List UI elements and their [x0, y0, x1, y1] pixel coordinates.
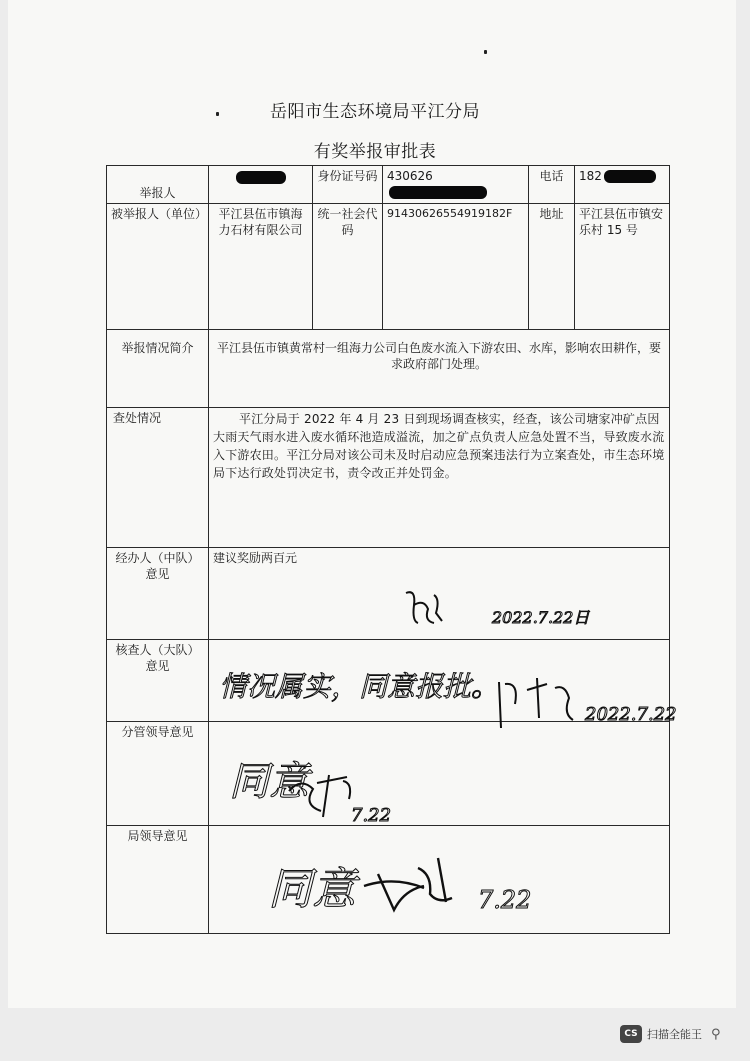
- reporter-row: [107, 166, 670, 204]
- phone-label: 电话: [529, 166, 575, 204]
- credit-code-value: 91430626554919182F: [383, 204, 529, 330]
- id-label: 身份证号码: [313, 166, 383, 204]
- org-title: 岳阳市生态环境局平江分局: [270, 102, 480, 122]
- id-value: 430626: [383, 166, 529, 204]
- accused-row: [107, 204, 670, 330]
- investigation-label: 查处情况: [107, 408, 209, 548]
- investigation-value: 平江分局于 2022 年 4 月 23 日到现场调查核实，经查，该公司塘家冲矿点因大雨天气雨水进入废水循环池造成溢流，加之矿点负责人应急处置不当，导致废水流入下游农田。平江分局对该公司未及时启动应急预案违法行为立案查处，市生态环境局下达行政处罚决定书，责令改正并处罚金。: [209, 408, 670, 548]
- camscanner-logo-icon: CS: [620, 1025, 642, 1043]
- svg-text:2022.7.22: 2022.7.22: [585, 704, 677, 725]
- phone-value: 182: [575, 166, 670, 204]
- summary-label: 举报情况简介: [107, 330, 209, 408]
- summary-row: [107, 330, 670, 408]
- svg-text:同意: 同意: [229, 759, 309, 805]
- scanner-app-name: 扫描全能王: [647, 1028, 702, 1041]
- handler-opinion: 建议奖励两百元: [209, 548, 670, 640]
- investigation-row: [107, 408, 670, 548]
- svg-text:2022.7.22日: 2022.7.22日: [492, 608, 590, 627]
- accused-value: 平江县伍市镇海力石材有限公司: [209, 204, 313, 330]
- handler-label: 经办人（中队）意见: [107, 548, 209, 640]
- scanner-watermark: [620, 1021, 738, 1047]
- search-icon[interactable]: ⚲: [711, 1026, 721, 1042]
- director-label: 局领导意见: [107, 826, 209, 934]
- handler-signature: [400, 585, 610, 635]
- credit-code-label: 统一社会代码: [313, 204, 383, 330]
- accused-label: 被举报人（单位）: [107, 204, 209, 330]
- svg-text:7.22: 7.22: [351, 805, 392, 826]
- reviewer-label: 核查人（大队）意见: [107, 640, 209, 722]
- reporter-name-redacted: [209, 166, 313, 204]
- svg-text:情况属实，同意报批。: 情况属实，同意报批。: [219, 670, 500, 703]
- form-title: 有奖举报审批表: [313, 142, 437, 162]
- deputy-signature: [225, 735, 445, 830]
- ink-dot: [484, 50, 487, 54]
- director-signature: [268, 838, 568, 928]
- svg-text:同意: 同意: [268, 864, 356, 915]
- reporter-label: 举报人: [107, 166, 209, 204]
- reviewer-signature: [215, 660, 695, 740]
- address-label: 地址: [529, 204, 575, 330]
- deputy-label: 分管领导意见: [107, 722, 209, 826]
- svg-text:7.22: 7.22: [478, 886, 532, 914]
- address-value: 平江县伍市镇安乐村 15 号: [575, 204, 670, 330]
- summary-value: 平江县伍市镇黄常村一组海力公司白色废水流入下游农田、水库，影响农田耕作，要求政府部门处理。: [209, 330, 670, 408]
